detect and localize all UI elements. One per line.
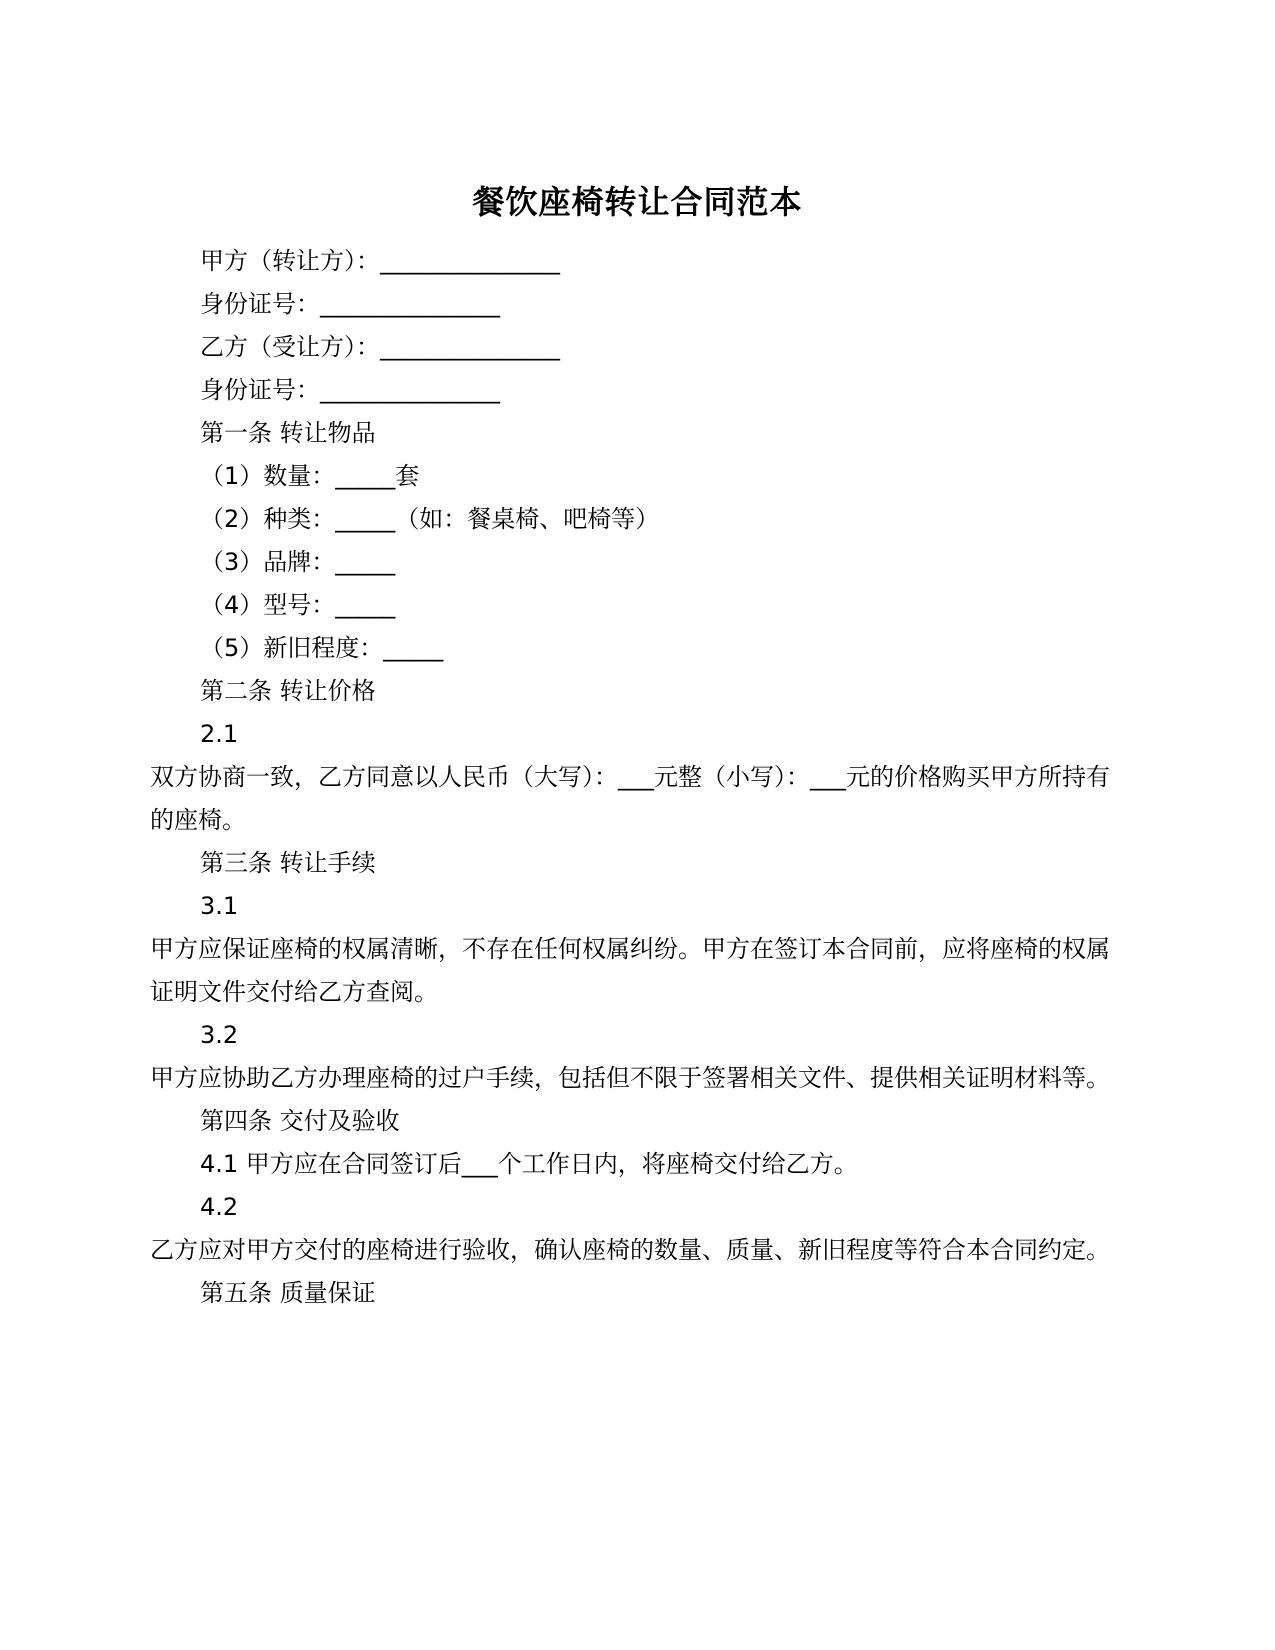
clause-3-1-text: 甲方应保证座椅的权属清晰，不存在任何权属纠纷。甲方在签订本合同前，应将座椅的权属证明文件交付给乙方查阅。 (150, 935, 1110, 1006)
item-type: （2）种类：_____（如：餐桌椅、吧椅等） (200, 505, 660, 533)
article-4-heading: 第四条 交付及验收 (200, 1107, 400, 1135)
party-b-id-line: 身份证号：_______________ (200, 376, 500, 404)
article-5-heading: 第五条 质量保证 (200, 1279, 376, 1307)
clause-3-1-number: 3.1 (200, 892, 239, 920)
party-a-line: 甲方（转让方）：_______________ (200, 247, 560, 275)
document-body (150, 240, 1125, 1315)
item-condition: （5）新旧程度：_____ (200, 634, 444, 662)
party-a-id-line: 身份证号：_______________ (200, 290, 500, 318)
clause-4-2-number: 4.2 (200, 1193, 239, 1221)
clause-3-2-text: 甲方应协助乙方办理座椅的过户手续，包括但不限于签署相关文件、提供相关证明材料等。 (150, 1064, 1110, 1092)
clause-3-2-number: 3.2 (200, 1021, 239, 1049)
item-model: （4）型号：_____ (200, 591, 396, 619)
document-title: 餐饮座椅转让合同范本 (472, 183, 803, 221)
article-3-heading: 第三条 转让手续 (200, 849, 376, 877)
clause-2-1-text: 双方协商一致，乙方同意以人民币（大写）：___元整（小写）：___元的价格购买甲方所持有的座椅。 (150, 763, 1110, 834)
clause-4-1: 4.1 甲方应在合同签订后___个工作日内，将座椅交付给乙方。 (200, 1150, 858, 1178)
item-brand: （3）品牌：_____ (200, 548, 396, 576)
clause-4-2-text: 乙方应对甲方交付的座椅进行验收，确认座椅的数量、质量、新旧程度等符合本合同约定。 (150, 1236, 1110, 1264)
clause-2-1-number: 2.1 (200, 720, 239, 748)
item-quantity: （1）数量：_____套 (200, 462, 420, 490)
article-1-heading: 第一条 转让物品 (200, 419, 376, 447)
party-b-line: 乙方（受让方）：_______________ (200, 333, 560, 361)
article-2-heading: 第二条 转让价格 (200, 677, 376, 705)
